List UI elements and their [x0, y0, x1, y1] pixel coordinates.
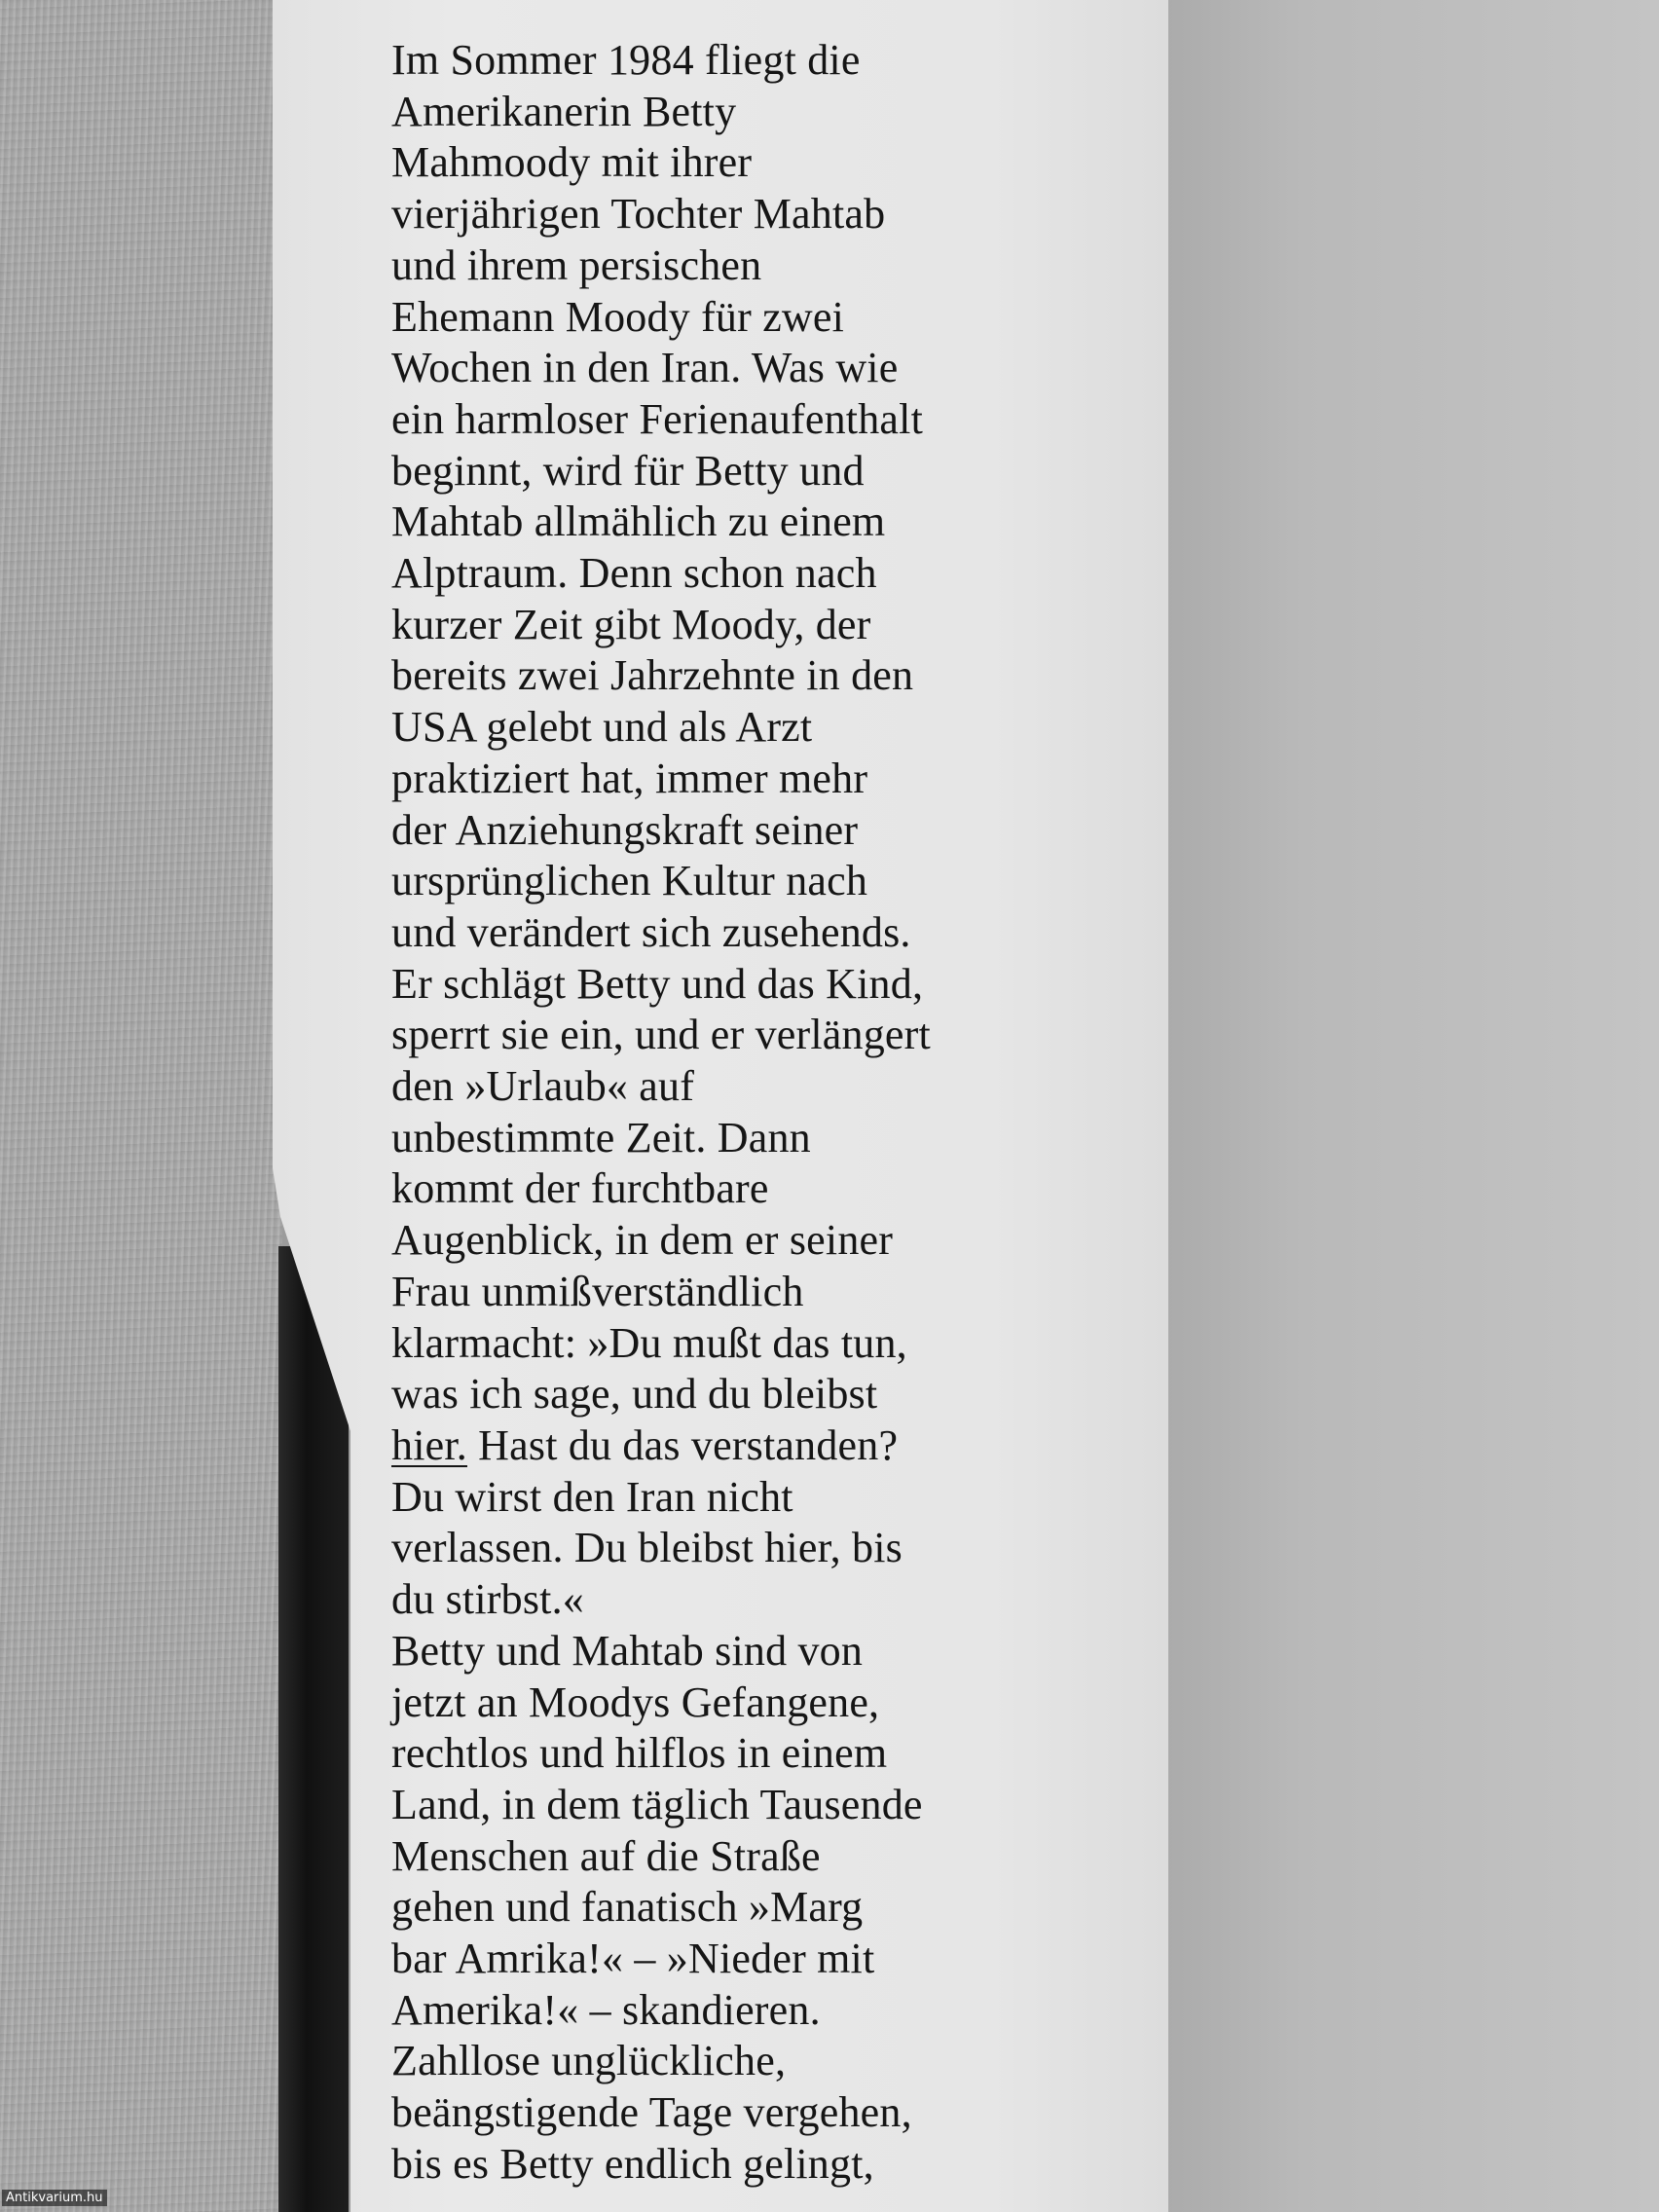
text-line: Wochen in den Iran. Was wie — [391, 344, 899, 392]
text-line: Er schlägt Betty und das Kind, — [391, 959, 924, 1008]
text-line: Betty und Mahtab sind von — [391, 1626, 864, 1675]
underlined-word: hier. — [391, 1420, 467, 1469]
text-line: unbestimmte Zeit. Dann — [391, 1113, 811, 1161]
text-line: USA gelebt und als Arzt — [391, 703, 813, 752]
text-line: bar Amrika!« – »Nieder mit — [391, 1935, 875, 1983]
text-line: Land, in dem täglich Tausende — [391, 1780, 923, 1828]
text-line: kurzer Zeit gibt Moody, der — [391, 600, 871, 648]
text-line — [391, 1420, 1092, 1472]
text-line: jetzt an Moodys Gefangene, — [391, 1677, 880, 1726]
text-line: Amerika!« – skandieren. — [391, 1985, 821, 2034]
text-line: bereits zwei Jahrzehnte in den — [391, 651, 914, 700]
text-line: beängstigende Tage vergehen, — [391, 2088, 912, 2137]
text-line: beginnt, wird für Betty und — [391, 446, 865, 495]
text-line: Du wirst den Iran nicht — [391, 1472, 793, 1521]
text-line: ursprünglichen Kultur nach — [391, 857, 868, 905]
text-line: Zahllose unglückliche, — [391, 2037, 787, 2085]
blurb-text — [391, 35, 1092, 2191]
text-line: kommt der furchtbare — [391, 1164, 769, 1213]
text-line: und ihrem persischen — [391, 240, 762, 289]
text-line: gehen und fanatisch »Marg — [391, 1883, 864, 1932]
text-line: und verändert sich zusehends. — [391, 907, 911, 956]
text-line: rechtlos und hilflos in einem — [391, 1729, 888, 1778]
text-line: Mahtab allmählich zu einem — [391, 498, 886, 546]
background-left-surface — [0, 0, 282, 2212]
text-line: Ehemann Moody für zwei — [391, 292, 845, 341]
text-line: ein harmloser Ferienaufenthalt — [391, 394, 924, 443]
text-line: was ich sage, und du bleibst — [391, 1370, 878, 1419]
text-line: praktiziert hat, immer mehr — [391, 754, 868, 802]
text-line-rest: Hast du das verstanden? — [466, 1420, 899, 1469]
text-line: Mahmoody mit ihrer — [391, 138, 753, 187]
background-right-page — [1149, 0, 1659, 2212]
text-line: Frau unmißverständlich — [391, 1267, 804, 1315]
text-line: bis es Betty endlich gelingt, — [391, 2139, 874, 2188]
text-line: Augenblick, in dem er seiner — [391, 1216, 894, 1265]
text-line: Im Sommer 1984 fliegt die — [391, 36, 861, 84]
text-line: du stirbst.« — [391, 1575, 584, 1624]
text-line: klarmacht: »Du mußt das tun, — [391, 1318, 907, 1367]
text-line: Menschen auf die Straße — [391, 1831, 821, 1880]
text-line: sperrt sie ein, und er verlängert — [391, 1011, 931, 1059]
watermark: Antikvarium.hu — [2, 2190, 107, 2206]
text-line: den »Urlaub« auf — [391, 1062, 695, 1111]
text-line: Amerikanerin Betty — [391, 87, 737, 135]
text-line: der Anziehungskraft seiner — [391, 805, 859, 854]
text-line: vierjährigen Tochter Mahtab — [391, 190, 886, 239]
text-line: verlassen. Du bleibst hier, bis — [391, 1524, 903, 1572]
text-line: Alptraum. Denn schon nach — [391, 549, 877, 598]
